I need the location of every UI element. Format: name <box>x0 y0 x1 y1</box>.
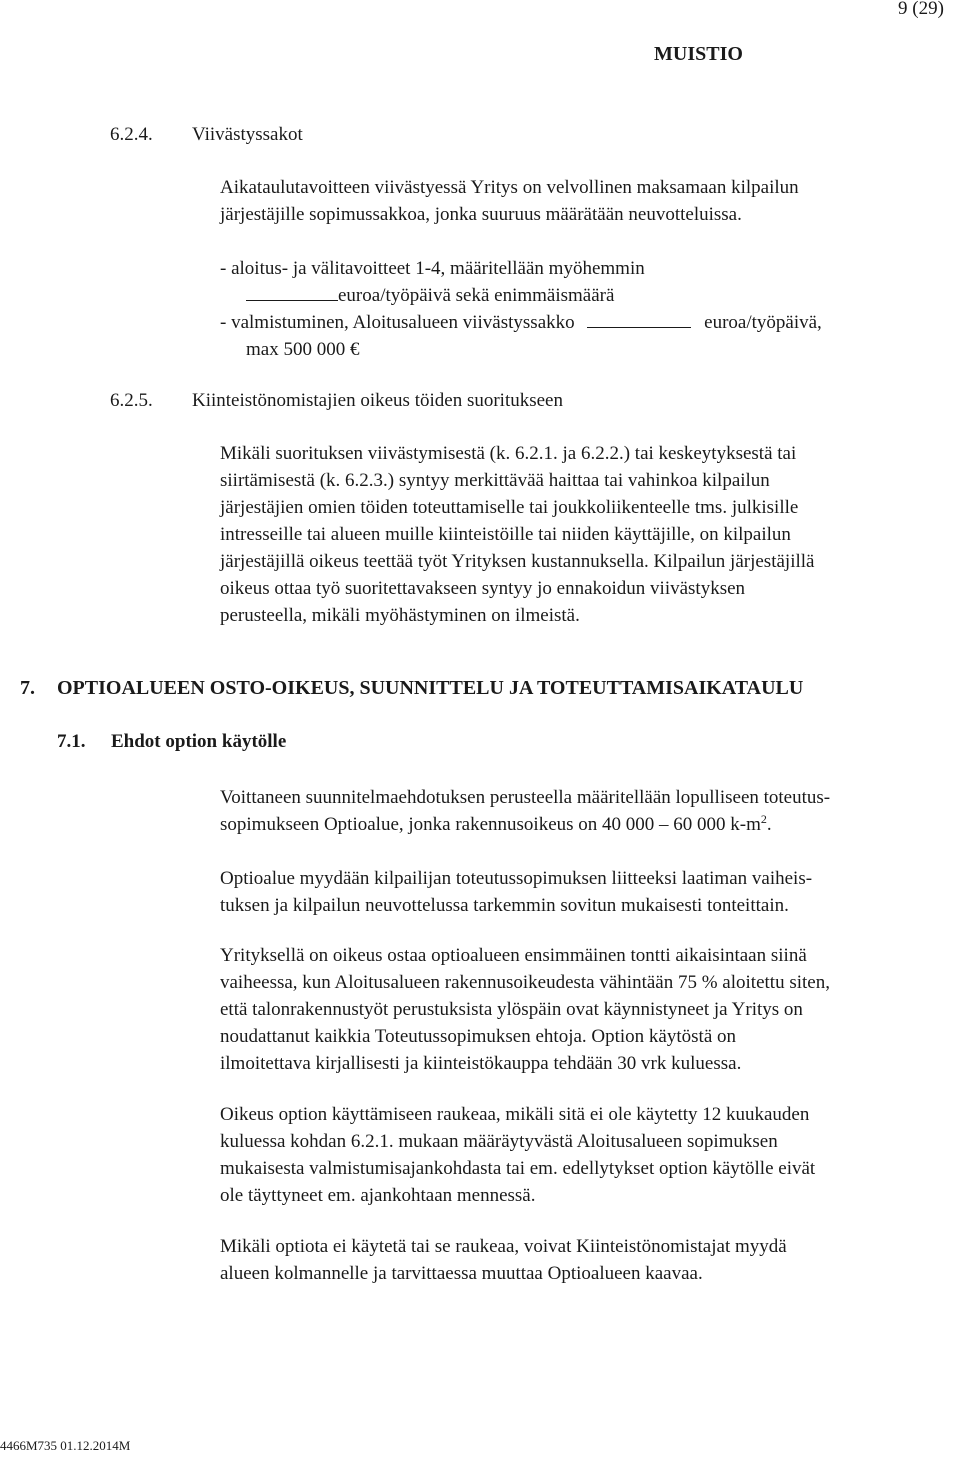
text-line <box>220 811 940 838</box>
text-segment: euroa/työpäivä, <box>704 312 822 333</box>
text-line: Mikäli suorituksen viivästymisestä (k. 6.2.1. ja 6.2.2.) tai keskeytyksestä tai <box>220 443 797 464</box>
text-line: intresseille tai alueen muille kiinteistöille tai niiden käyttäjille, on kilpailun <box>220 524 791 545</box>
document-type: MUISTIO <box>654 43 743 65</box>
section-number-7-1: 7.1. <box>57 731 86 752</box>
text-line: noudattanut kaikkia Toteutussopimuksen ehtoja. Option käytöstä on <box>220 1026 736 1047</box>
list-item-aloitus-continued <box>246 282 614 309</box>
text-line: Aikataulutavoitteen viivästyessä Yritys on velvollinen maksamaan kilpailun <box>220 177 799 198</box>
section-number-6-2-5: 6.2.5. <box>110 390 153 411</box>
text-line: järjestäjille sopimussakkoa, jonka suuruus määrätään neuvotteluissa. <box>220 204 742 225</box>
text-line: kuluessa kohdan 6.2.1. mukaan määräytyvästä Aloitusalueen sopimuksen <box>220 1131 778 1152</box>
text-line: järjestäjien omien töiden toteuttamiselle tai joukkoliikenteelle tms. julkisille <box>220 497 799 518</box>
text-line: Optioalue myydään kilpailijan toteutussopimuksen liitteeksi laatiman vaiheis- <box>220 868 813 889</box>
text-line: perusteella, mikäli myöhästyminen on ilmeistä. <box>220 605 580 626</box>
text-line: että talonrakennustyöt perustuksista ylöspäin ovat käynnistyneet ja Yritys on <box>220 999 803 1020</box>
paragraph-optioalue-maarittely <box>220 784 940 838</box>
section-title-kiinteistonomistajien-oikeus: Kiinteistönomistajien oikeus töiden suoritukseen <box>192 390 563 411</box>
text-line: Oikeus option käyttämiseen raukeaa, mikäli sitä ei ole käytetty 12 kuukauden <box>220 1104 810 1125</box>
list-item-valmistuminen <box>220 309 822 336</box>
text-segment: - valmistuminen, Aloitusalueen viivästyssakko <box>220 312 575 333</box>
text-segment: sopimukseen Optioalue, jonka rakennusoikeus on 40 000 – 60 000 k-m <box>220 814 761 835</box>
paragraph-optioalue-myynti <box>220 865 940 919</box>
text-line: Yrityksellä on oikeus ostaa optioalueen ensimmäinen tontti aikaisintaan siinä <box>220 945 807 966</box>
section-number-6-2-4: 6.2.4. <box>110 124 153 145</box>
text-line: Mikäli optiota ei käytetä tai se raukeaa, voivat Kiinteistönomistajat myydä <box>220 1236 787 1257</box>
fill-in-blank <box>587 311 691 328</box>
text-line: ole täyttyneet em. ajankohtaan mennessä. <box>220 1185 536 1206</box>
text-segment: . <box>766 814 772 835</box>
text-line: siirtämisestä (k. 6.2.3.) syntyy merkittävää haittaa tai vahinkoa kilpailun <box>220 470 770 491</box>
superscript: 2 <box>760 812 767 826</box>
list-item-aloitus: - aloitus- ja välitavoitteet 1-4, määritellään myöhemmin <box>220 258 645 279</box>
section-title-optioalueen-osto-oikeus: OPTIOALUEEN OSTO-OIKEUS, SUUNNITTELU JA TOTEUTTAMISAIKATAULU <box>57 677 804 699</box>
paragraph-viivastyssakot <box>220 174 940 228</box>
footer-document-id: 4466M735 01.12.2014M <box>0 1438 131 1453</box>
page-number: 9 (29) <box>898 0 944 19</box>
text-line: ilmoitettava kirjallisesti ja kiinteistökauppa tehdään 30 vrk kuluessa. <box>220 1053 742 1074</box>
paragraph-optio-ei-kayteta <box>220 1233 940 1287</box>
text-line: tuksen ja kilpailun neuvottelussa tarkemmin sovitun mukaisesti tonteittain. <box>220 895 789 916</box>
section-title-viivastyssakot: Viivästyssakot <box>192 124 303 145</box>
text-line: vaiheessa, kun Aloitusalueen rakennusoikeudesta vähintään 75 % aloitettu siten, <box>220 972 830 993</box>
text-line: alueen kolmannelle ja tarvittaessa muuttaa Optioalueen kaavaa. <box>220 1263 703 1284</box>
paragraph-osto-oikeus <box>220 942 940 1077</box>
fill-in-blank <box>246 284 338 301</box>
text-segment: euroa/työpäivä sekä enimmäismäärä <box>338 285 615 306</box>
paragraph-kiinteistonomistajien-oikeus <box>220 440 940 629</box>
text-line: mukaisesta valmistumisajankohdasta tai em. edellytykset option käytölle eivät <box>220 1158 816 1179</box>
text-line: järjestäjillä oikeus teettää työt Yrityksen kustannuksella. Kilpailun järjestäjillä <box>220 551 815 572</box>
text-line: Voittaneen suunnitelmaehdotuksen perusteella määritellään lopulliseen toteutus- <box>220 787 831 808</box>
section-title-ehdot-option-kaytolle: Ehdot option käytölle <box>111 731 287 752</box>
paragraph-oikeuden-raukeaminen <box>220 1101 940 1209</box>
section-number-7: 7. <box>20 677 35 699</box>
text-line: oikeus ottaa työ suoritettavakseen syntyy jo ennakoidun viivästyksen <box>220 578 746 599</box>
list-item-valmistuminen-max: max 500 000 € <box>246 339 360 360</box>
